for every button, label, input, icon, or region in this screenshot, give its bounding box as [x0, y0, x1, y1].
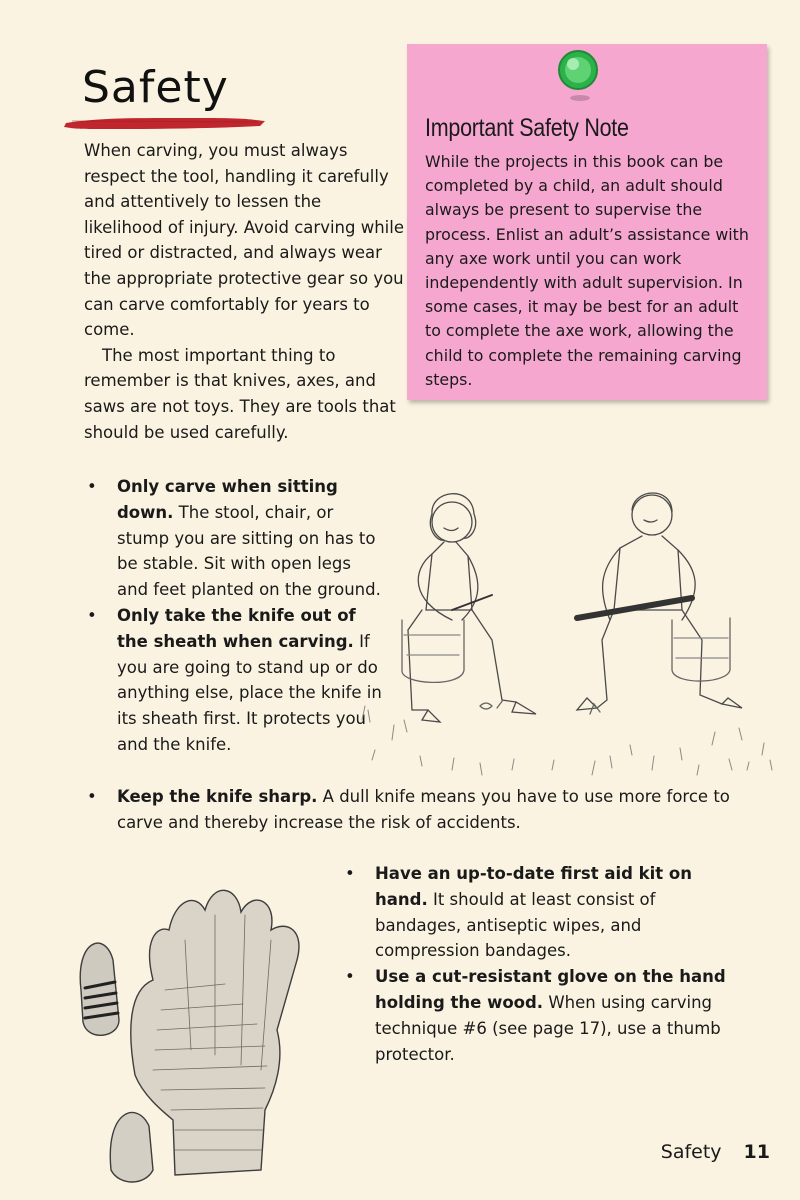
page-footer	[661, 1141, 770, 1163]
bullet-text: The stool, chair, or stump you are sitting on has to be stable. Sit with open legs and feet planted on the ground.	[117, 502, 381, 600]
bullet-dot: •	[87, 477, 97, 496]
bullet-text: If you are going to stand up or do anything else, place the knife in its sheath first. It protects you and the knife.	[117, 631, 382, 754]
bullet-list-middle	[87, 784, 737, 836]
cut-resistant-glove-sketch	[65, 870, 350, 1190]
bullet-dot: •	[87, 605, 97, 625]
list-item	[345, 964, 745, 1067]
bullet-lead: Have an up-to-date first aid kit on hand.	[375, 864, 693, 909]
bullet-lead: Keep the knife sharp.	[117, 787, 318, 806]
title-underline	[62, 112, 268, 134]
intro-paragraph-1: When carving, you must always respect the tool, handling it carefully and attentively to lessen the likelihood of injury. Avoid carving while tired or distracted, and always wear the appropriate protective gear so you can carve comfortably for years to come.	[84, 141, 404, 340]
children-carving-sketch	[352, 470, 782, 790]
bullet-lead: Use a cut-resistant glove on the hand holding the wood.	[375, 967, 726, 1012]
bullet-dot: •	[345, 967, 355, 987]
bullet-text: When using carving technique #6 (see page 17), use a thumb protector.	[375, 992, 721, 1064]
list-item	[87, 784, 737, 836]
bullet-list-upper	[87, 474, 389, 758]
list-item	[87, 474, 387, 603]
list-item	[87, 603, 389, 758]
note-body: While the projects in this book can be completed by a child, an adult should always be present to supervise the process. Enlist an adult’s assistance with any axe work until you can work independently with adult supervision. In some cases, it may be best for an adult to complete the axe work, allowing the child to complete the remaining carving steps.	[425, 152, 749, 389]
bullet-text: A dull knife means you have to use more force to carve and thereby increase the risk of accidents.	[117, 787, 730, 832]
bullet-list-lower	[345, 861, 745, 1067]
push-pin-icon	[554, 46, 602, 102]
page-title: Safety	[82, 62, 229, 113]
intro-paragraph-2: The most important thing to remember is that knives, axes, and saws are not toys. They are tools that should be used carefully.	[84, 345, 396, 442]
note-title: Important Safety Note	[425, 114, 629, 142]
bullet-dot: •	[345, 864, 355, 883]
safety-note	[407, 44, 767, 400]
bullet-text: It should at least consist of bandages, antiseptic wipes, and compression bandages.	[375, 889, 656, 961]
list-item	[345, 861, 745, 964]
bullet-lead: Only take the knife out of the sheath when carving.	[117, 605, 356, 651]
intro-text	[84, 138, 404, 445]
bullet-dot: •	[87, 787, 97, 806]
page-number: 11	[743, 1141, 770, 1163]
bullet-lead: Only carve when sitting down.	[117, 477, 338, 522]
footer-section: Safety	[660, 1141, 722, 1163]
